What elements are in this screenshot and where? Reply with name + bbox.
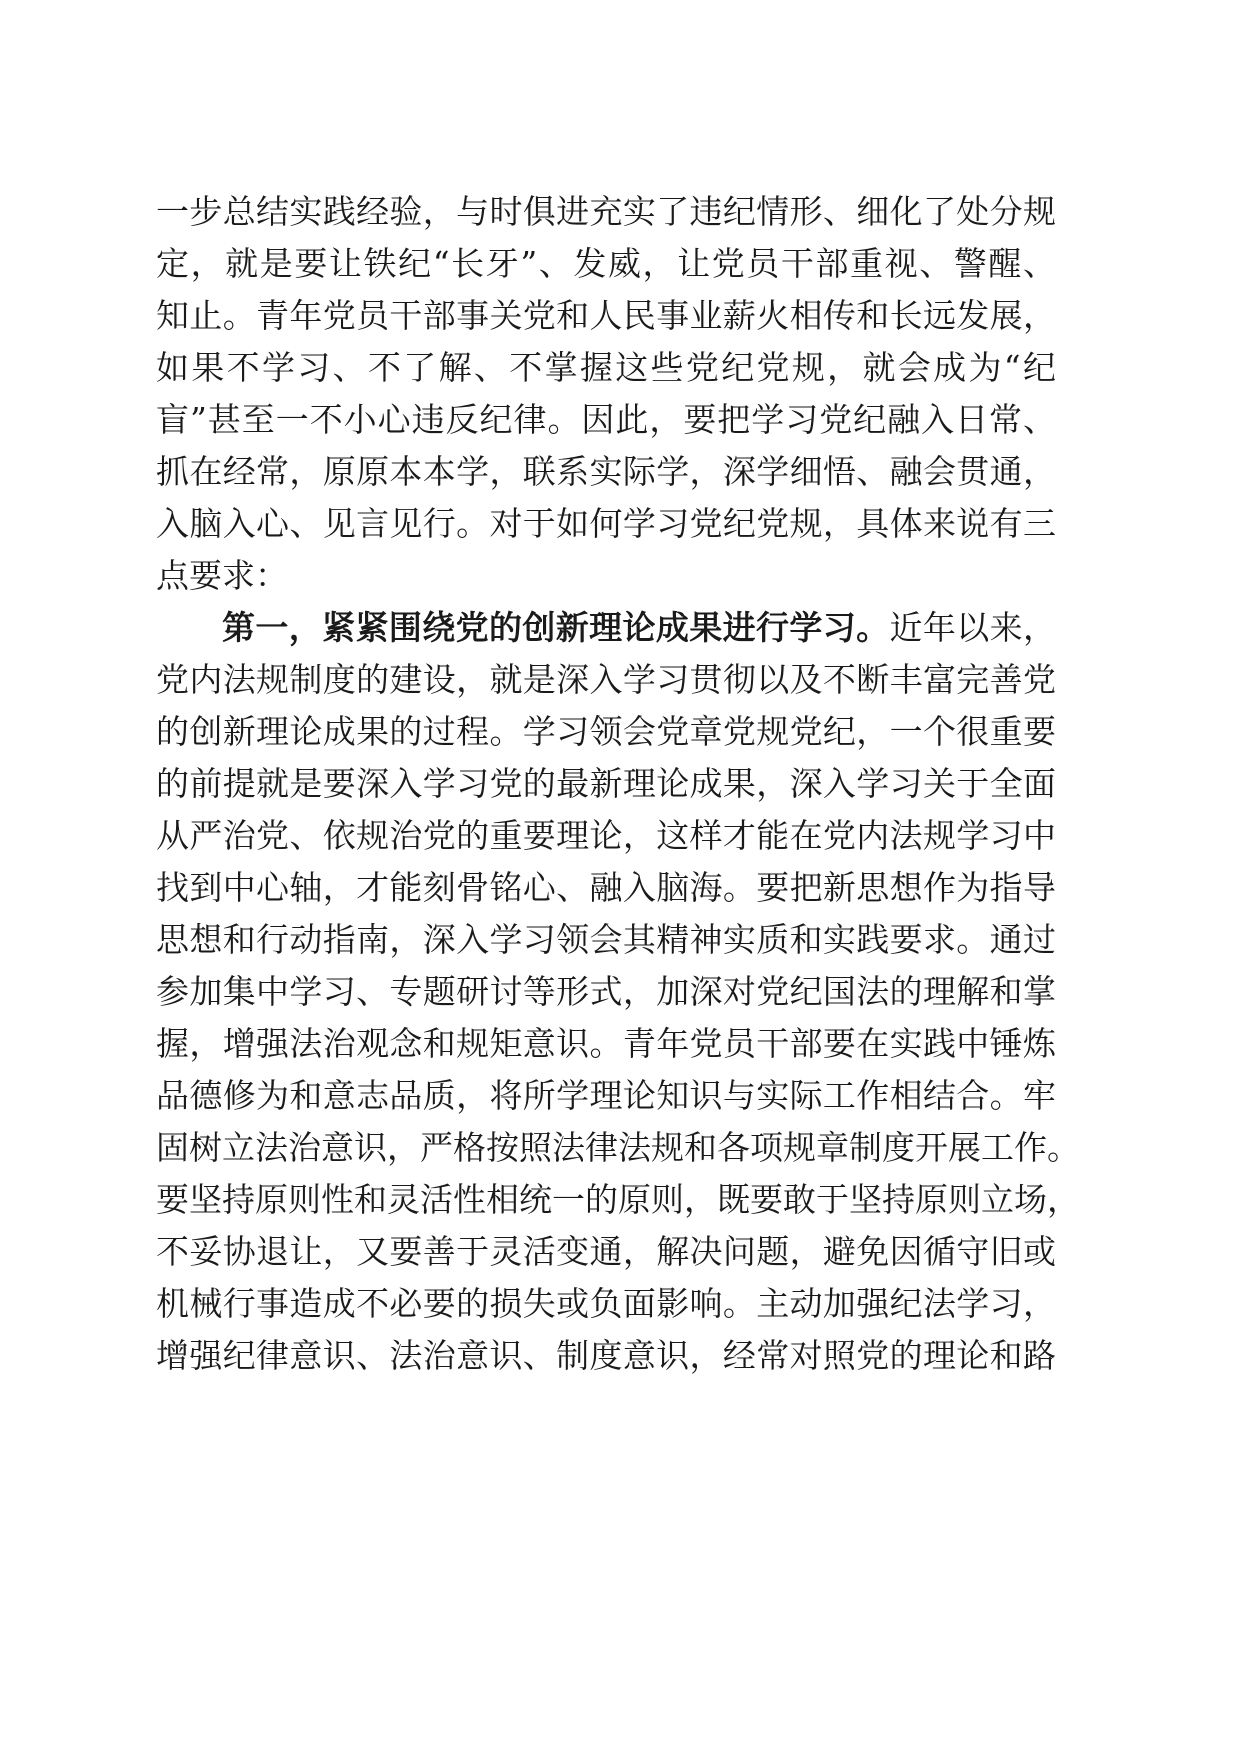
section-heading: 第一，紧紧围绕党的创新理论成果进行学习。	[222, 608, 890, 647]
heading-line-rest: 近年以来，	[889, 608, 1056, 647]
text-line: 定，就是要让铁纪“长牙”、发威，让党员干部重视、警醒、	[156, 244, 1056, 283]
text-line: 握，增强法治观念和规矩意识。青年党员干部要在实践中锤炼	[156, 1024, 1056, 1063]
text-line: 固树立法治意识，严格按照法律法规和各项规章制度开展工作。	[156, 1128, 1080, 1167]
text-line: 的前提就是要深入学习党的最新理论成果，深入学习关于全面	[156, 764, 1056, 803]
text-line: 如果不学习、不了解、不掌握这些党纪党规，就会成为“纪	[156, 348, 1056, 387]
text-line: 找到中心轴，才能刻骨铭心、融入脑海。要把新思想作为指导	[156, 868, 1056, 907]
text-line: 从严治党、依规治党的重要理论，这样才能在党内法规学习中	[156, 816, 1056, 855]
body-text	[156, 186, 1080, 1382]
text-line: 参加集中学习、专题研讨等形式，加深对党纪国法的理解和掌	[156, 972, 1056, 1011]
paragraph-first-line	[156, 602, 1056, 654]
paragraph-1	[156, 186, 1056, 602]
text-line: 不妥协退让，又要善于灵活变通，解决问题，避免因循守旧或	[156, 1232, 1056, 1271]
text-line: 一步总结实践经验，与时俱进充实了违纪情形、细化了处分规	[156, 192, 1056, 231]
text-line: 入脑入心、见言见行。对于如何学习党纪党规，具体来说有三	[156, 504, 1056, 543]
text-line: 点要求：	[156, 556, 288, 595]
text-line: 党内法规制度的建设，就是深入学习贯彻以及不断丰富完善党	[156, 660, 1056, 699]
text-line: 品德修为和意志品质，将所学理论知识与实际工作相结合。牢	[156, 1076, 1056, 1115]
text-line: 的创新理论成果的过程。学习领会党章党规党纪，一个很重要	[156, 712, 1056, 751]
text-line: 要坚持原则性和灵活性相统一的原则，既要敢于坚持原则立场，	[156, 1180, 1080, 1219]
text-line: 机械行事造成不必要的损失或负面影响。主动加强纪法学习，	[156, 1284, 1056, 1323]
paragraph-2	[156, 602, 1080, 1382]
text-line: 思想和行动指南，深入学习领会其精神实质和实践要求。通过	[156, 920, 1056, 959]
text-line: 盲”甚至一不小心违反纪律。因此，要把学习党纪融入日常、	[156, 400, 1056, 439]
text-line: 知止。青年党员干部事关党和人民事业薪火相传和长远发展，	[156, 296, 1056, 335]
text-line: 增强纪律意识、法治意识、制度意识，经常对照党的理论和路	[156, 1336, 1056, 1375]
text-line: 抓在经常，原原本本学，联系实际学，深学细悟、融会贯通，	[156, 452, 1056, 491]
